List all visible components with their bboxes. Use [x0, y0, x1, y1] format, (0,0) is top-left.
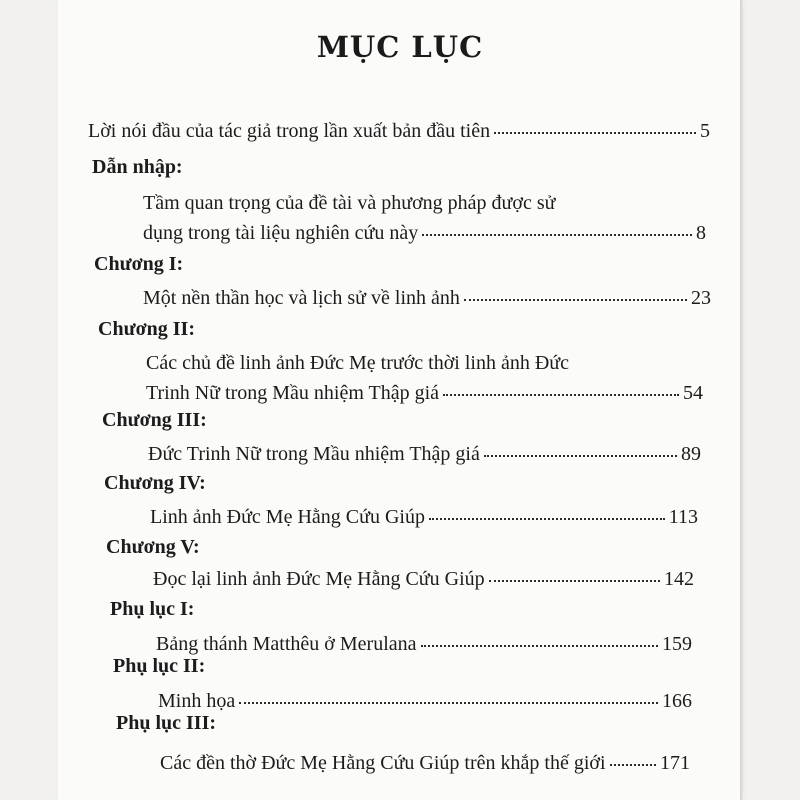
leader-dots: [443, 393, 679, 396]
page-number: 159: [662, 633, 692, 655]
toc-entry-chapter-2: [146, 382, 703, 405]
entry-title: Linh ảnh Đức Mẹ Hằng Cứu Giúp: [150, 506, 425, 528]
section-heading: Chương I:: [94, 253, 184, 275]
toc-title: MỤC LỤC: [316, 30, 484, 64]
section-heading: Chương V:: [106, 536, 200, 558]
page-number: 113: [668, 506, 698, 528]
entry-title: Các đền thờ Đức Mẹ Hằng Cứu Giúp trên khắp thế giới: [160, 752, 606, 774]
section-heading: Phụ lục II:: [113, 655, 206, 677]
entry-title: Lời nói đầu của tác giả trong lần xuất bản đầu tiên: [88, 120, 491, 142]
toc-entry-appendix-2: [158, 690, 692, 713]
toc-entry-appendix-1: [156, 633, 692, 656]
page-number: 166: [662, 690, 692, 712]
page-number: 171: [660, 752, 690, 774]
entry-title: dụng trong tài liệu nghiên cứu này: [143, 222, 419, 244]
leader-dots: [610, 763, 656, 766]
entry-title: Bảng thánh Matthêu ở Merulana: [156, 633, 417, 655]
toc-entry-introduction: [143, 222, 706, 245]
toc-entry-chapter-5: [153, 568, 694, 591]
section-heading: Dẫn nhập:: [92, 156, 183, 178]
leader-dots: [489, 579, 660, 582]
page-number: 54: [683, 382, 703, 404]
entry-title: Minh họa: [158, 690, 236, 712]
leader-dots: [239, 701, 658, 704]
page-number: 23: [691, 287, 711, 309]
page-number: 5: [700, 120, 710, 142]
section-heading: Chương II:: [98, 318, 195, 340]
entry-title-line1: Tầm quan trọng của đề tài và phương pháp được sử: [143, 192, 556, 214]
page-number: 142: [664, 568, 694, 590]
leader-dots: [422, 233, 692, 236]
leader-dots: [464, 298, 687, 301]
toc-entry-appendix-3: [160, 752, 690, 775]
section-heading: Chương III:: [102, 409, 207, 431]
leader-dots: [484, 454, 677, 457]
entry-title: Trinh Nữ trong Mầu nhiệm Thập giá: [146, 382, 440, 404]
toc-entry-chapter-3: [148, 443, 701, 466]
entry-title: Đọc lại linh ảnh Đức Mẹ Hằng Cứu Giúp: [153, 568, 485, 590]
page-number: 8: [696, 222, 706, 244]
section-heading: Chương IV:: [104, 472, 206, 494]
section-heading: Phụ lục III:: [116, 712, 217, 734]
page-number: 89: [681, 443, 701, 465]
leader-dots: [494, 131, 696, 134]
toc-entry-chapter-4: [150, 506, 698, 529]
toc-entry-chapter-1: [143, 287, 711, 310]
entry-title: Một nền thần học và lịch sử về linh ảnh: [143, 287, 460, 309]
leader-dots: [421, 644, 658, 647]
toc-entry-preface: [88, 120, 710, 143]
section-heading: Phụ lục I:: [110, 598, 195, 620]
entry-title: Đức Trinh Nữ trong Mầu nhiệm Thập giá: [148, 443, 480, 465]
entry-title-line1: Các chủ đề linh ảnh Đức Mẹ trước thời linh ảnh Đức: [146, 352, 570, 374]
leader-dots: [429, 517, 665, 520]
